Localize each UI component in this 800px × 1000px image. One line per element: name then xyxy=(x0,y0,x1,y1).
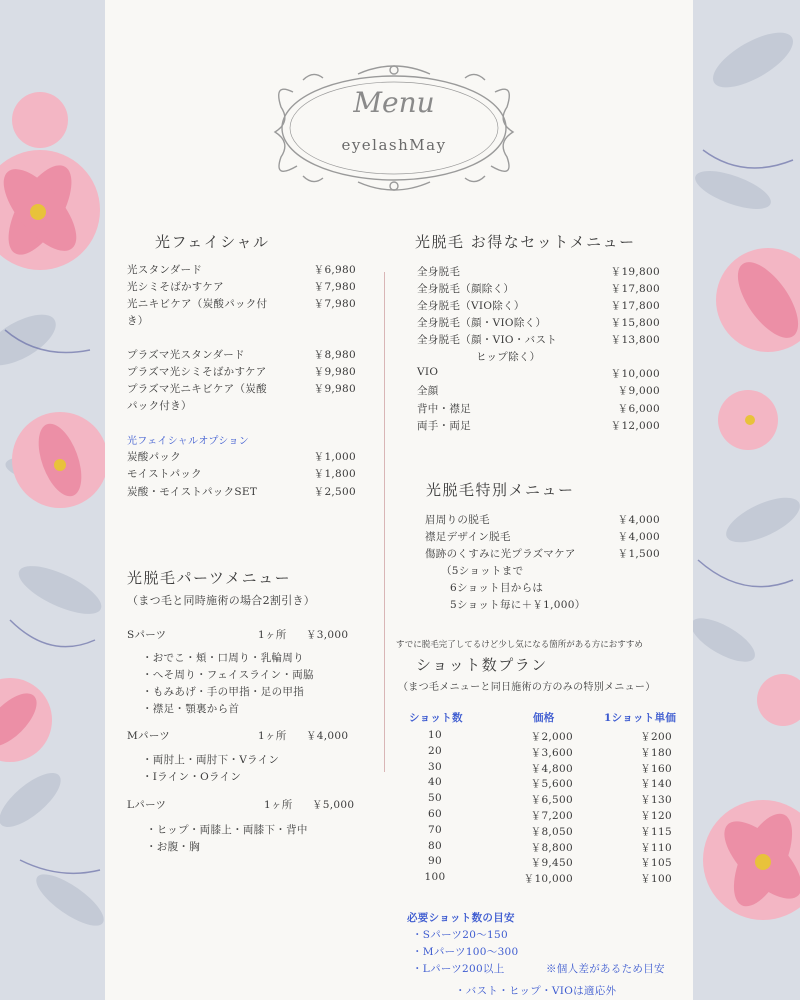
facial-item-name: 光スタンダード xyxy=(127,264,203,276)
shot-title: ショット数プラン xyxy=(416,656,548,674)
shot-cell-price: ￥8,800 xyxy=(530,841,573,854)
shot-cell-count: 60 xyxy=(428,808,442,820)
shot-cell-price: ￥2,000 xyxy=(530,731,573,743)
shot-footer-note: ・バスト・ヒップ・VIOは適応外 xyxy=(455,985,617,997)
shot-subtitle: （まつ毛メニューと同日施術の方のみの特別メニュー） xyxy=(398,682,656,693)
set-item-name: 全顔 xyxy=(417,385,439,397)
facial-option-name: 炭酸パック xyxy=(127,451,181,463)
special-item-price: ￥4,000 xyxy=(617,514,660,526)
shot-cell-unit: ￥140 xyxy=(640,778,672,791)
parts-group-price: ￥4,000 xyxy=(306,730,349,742)
shot-cell-unit: ￥100 xyxy=(640,873,672,886)
shot-cell-unit: ￥200 xyxy=(640,731,672,743)
set-item-price: ￥10,000 xyxy=(610,368,660,380)
set-item-price: ￥13,800 xyxy=(610,334,660,346)
facial-option-price: ￥1,000 xyxy=(313,451,356,463)
shot-pre-note: すでに脱毛完了してるけど少し気になる箇所がある方におすすめ xyxy=(396,640,643,650)
special-note: （5ショットまで xyxy=(441,565,524,577)
set-item-price: ￥9,000 xyxy=(617,385,660,397)
logo-frame xyxy=(263,62,525,194)
shot-cell-count: 100 xyxy=(424,871,446,884)
shot-guide-title: 必要ショット数の目安 xyxy=(407,912,515,924)
facial-item-price: ￥6,980 xyxy=(313,264,356,276)
shot-cell-price: ￥8,050 xyxy=(530,825,573,838)
shot-cell-price: ￥9,450 xyxy=(530,857,573,870)
parts-group-price: ￥3,000 xyxy=(306,629,349,641)
shot-cell-price: ￥6,500 xyxy=(530,794,573,807)
parts-item: ・Iライン・Oライン xyxy=(142,771,242,783)
parts-item: ・へそ周り・フェイスライン・両脇 xyxy=(142,669,314,681)
special-item-name: 襟足デザイン脱毛 xyxy=(425,531,511,543)
logo-brand: eyelashMay xyxy=(341,136,447,154)
facial-option-name: モイストパック xyxy=(127,468,202,480)
facial-item-name: プラズマ光スタンダード xyxy=(127,349,245,361)
parts-group-name: Mパーツ xyxy=(127,730,171,742)
parts-group-price: ￥5,000 xyxy=(312,799,355,811)
facial-item-price: ￥9,980 xyxy=(313,366,356,378)
special-item-name: 眉周りの脱毛 xyxy=(425,514,490,526)
set-item-name: 背中・襟足 xyxy=(417,403,471,415)
shot-cell-price: ￥3,600 xyxy=(530,746,573,759)
shot-cell-price: ￥10,000 xyxy=(523,873,573,886)
shot-cell-count: 50 xyxy=(428,792,442,805)
shot-guide-note: ※個人差があるため目安 xyxy=(546,963,665,975)
facial-title: 光フェイシャル xyxy=(155,233,270,251)
special-item-price: ￥4,000 xyxy=(617,531,660,543)
set-item-name: 全身脱毛 xyxy=(417,266,461,278)
set-item-price: ￥12,000 xyxy=(610,420,660,432)
set-item-name-cont: ヒップ除く） xyxy=(476,351,541,363)
shot-guide-item: ・Mパーツ100～300 xyxy=(412,946,519,958)
facial-item-name-cont: き） xyxy=(127,315,149,327)
facial-item-name-cont: パック付き） xyxy=(127,400,192,412)
set-item-name: 両手・両足 xyxy=(417,420,471,432)
shot-header-unit: 1ショット単価 xyxy=(604,712,677,724)
facial-item-name: 光ニキビケア（炭酸パック付 xyxy=(127,298,268,310)
set-item-price: ￥19,800 xyxy=(610,266,660,278)
special-item-name: 傷跡のくすみに光プラズマケア xyxy=(425,548,576,560)
special-note: 6ショット目からは xyxy=(450,582,544,594)
parts-item: ・もみあげ・手の甲指・足の甲指 xyxy=(142,686,304,698)
shot-cell-unit: ￥110 xyxy=(640,841,672,854)
ornament-frame-icon xyxy=(263,62,525,194)
set-title: 光脱毛 お得なセットメニュー xyxy=(415,233,636,251)
logo-script: Menu xyxy=(353,86,435,119)
parts-item: ・襟足・顎裏から首 xyxy=(142,703,240,715)
shot-cell-count: 30 xyxy=(428,760,442,773)
shot-header-price: 価格 xyxy=(533,712,555,724)
set-item-price: ￥15,800 xyxy=(610,317,660,329)
right-floral-decoration xyxy=(693,0,800,1000)
set-item-name: VIO xyxy=(417,366,439,378)
facial-option-price: ￥2,500 xyxy=(313,486,356,498)
shot-cell-unit: ￥160 xyxy=(640,762,672,775)
shot-cell-count: 10 xyxy=(428,729,442,741)
shot-cell-count: 40 xyxy=(428,776,442,789)
shot-cell-count: 80 xyxy=(428,839,442,852)
set-item-name: 全身脱毛（顔・VIO除く） xyxy=(417,317,547,329)
set-item-price: ￥6,000 xyxy=(617,403,660,415)
parts-subtitle: （まつ毛と同時施術の場合2割引き） xyxy=(127,594,316,607)
set-item-name: 全身脱毛（VIO除く） xyxy=(417,300,525,312)
parts-title: 光脱毛パーツメニュー xyxy=(127,569,292,587)
shot-cell-unit: ￥115 xyxy=(640,825,672,838)
special-note: 5ショット毎に＋￥1,000） xyxy=(450,599,586,611)
parts-group-name: Lパーツ xyxy=(127,799,167,811)
facial-item-name: プラズマ光ニキビケア（炭酸 xyxy=(127,383,267,395)
parts-item: ・両肘上・両肘下・Vライン xyxy=(142,754,280,766)
set-item-name: 全身脱毛（顔除く） xyxy=(417,283,515,295)
shot-cell-unit: ￥120 xyxy=(640,810,672,822)
shot-cell-count: 90 xyxy=(428,855,442,868)
parts-item: ・ヒップ・両膝上・両膝下・背中 xyxy=(146,824,308,836)
special-item-price: ￥1,500 xyxy=(617,548,660,560)
facial-item-price: ￥7,980 xyxy=(313,298,356,310)
shot-cell-unit: ￥180 xyxy=(640,746,672,759)
shot-header-count: ショット数 xyxy=(409,712,463,724)
facial-item-price: ￥7,980 xyxy=(313,281,356,293)
shot-cell-count: 20 xyxy=(428,744,442,757)
facial-option-price: ￥1,800 xyxy=(313,468,356,480)
set-item-name: 全身脱毛（顔・VIO・バスト xyxy=(417,334,558,346)
shot-cell-count: 70 xyxy=(428,823,442,836)
shot-guide-item: ・Sパーツ20～150 xyxy=(412,929,508,941)
parts-group-name: Sパーツ xyxy=(127,629,167,641)
parts-group-unit: 1ヶ所 xyxy=(258,629,287,641)
shot-cell-unit: ￥105 xyxy=(640,857,672,870)
shot-cell-price: ￥7,200 xyxy=(530,810,573,822)
facial-item-price: ￥9,980 xyxy=(313,383,356,395)
set-item-price: ￥17,800 xyxy=(610,283,660,295)
facial-option-title: 光フェイシャルオプション xyxy=(127,436,249,447)
shot-cell-unit: ￥130 xyxy=(640,794,672,807)
facial-item-name: プラズマ光シミそばかすケア xyxy=(127,366,267,378)
special-title: 光脱毛特別メニュー xyxy=(426,481,575,499)
parts-item: ・おでこ・頬・口周り・乳輪周り xyxy=(142,652,304,664)
set-item-price: ￥17,800 xyxy=(610,300,660,312)
column-divider xyxy=(384,272,385,772)
facial-item-price: ￥8,980 xyxy=(313,349,356,361)
parts-item: ・お腹・胸 xyxy=(146,841,200,853)
shot-cell-price: ￥4,800 xyxy=(530,762,573,775)
parts-group-unit: 1ヶ所 xyxy=(264,799,293,811)
facial-option-name: 炭酸・モイストパックSET xyxy=(127,486,258,498)
shot-cell-price: ￥5,600 xyxy=(530,778,573,791)
facial-item-name: 光シミそばかすケア xyxy=(127,281,224,293)
left-floral-decoration xyxy=(0,0,105,1000)
parts-group-unit: 1ヶ所 xyxy=(258,730,287,742)
shot-guide-item: ・Lパーツ200以上 xyxy=(412,963,505,975)
